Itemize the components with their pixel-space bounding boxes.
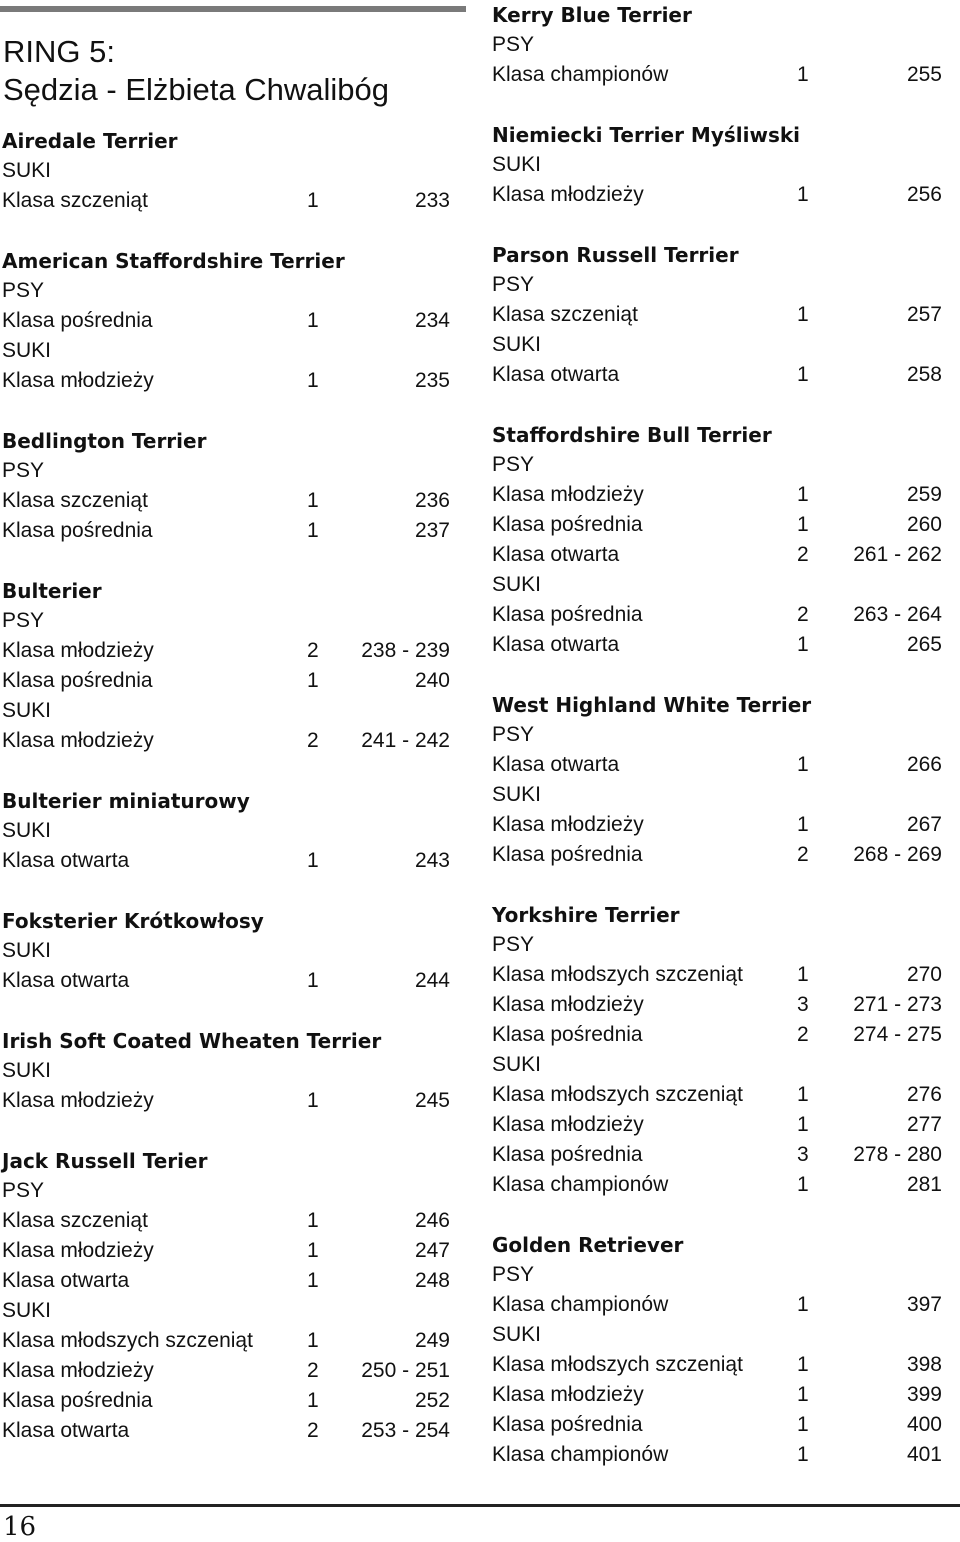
class-entry-row: [0, 366, 466, 396]
class-name: Klasa otwarta: [2, 1269, 130, 1292]
class-entry-row: [492, 1020, 950, 1050]
class-entry-row: [0, 486, 466, 516]
entry-count: 1: [797, 63, 809, 86]
class-entry-row: [492, 300, 950, 330]
entry-count: 1: [307, 309, 319, 332]
breed-section: [0, 786, 466, 876]
sex-label: PSY: [2, 609, 45, 632]
class-name: Klasa szczeniąt: [2, 1209, 148, 1232]
ring-header: [3, 33, 466, 109]
class-entry-row: [492, 1140, 950, 1170]
entry-count: 1: [797, 1443, 809, 1466]
footer-rule: [0, 1504, 960, 1507]
catalog-numbers: 399: [906, 1383, 942, 1406]
class-entry-row: [492, 630, 950, 660]
entry-count: 1: [307, 1329, 319, 1352]
breed-name: Bedlington Terrier: [2, 429, 207, 453]
entry-count: 1: [307, 189, 319, 212]
entry-count: 1: [797, 1113, 809, 1136]
breed-section: [492, 240, 950, 390]
class-name: Klasa młodszych szczeniąt: [492, 1353, 743, 1376]
class-entry-row: [492, 540, 950, 570]
class-entry-row: [492, 1410, 950, 1440]
class-name: Klasa otwarta: [492, 633, 620, 656]
class-name: Klasa pośrednia: [2, 519, 153, 542]
breed-section: [0, 1026, 466, 1116]
catalog-numbers: 235: [414, 369, 450, 392]
catalog-numbers: 234: [414, 309, 450, 332]
class-name: Klasa młodzieży: [492, 183, 644, 206]
catalog-numbers: 274 - 275: [853, 1023, 942, 1046]
sex-label: SUKI: [2, 939, 52, 962]
class-name: Klasa młodszych szczeniąt: [2, 1329, 253, 1352]
entry-count: 1: [307, 1239, 319, 1262]
class-name: Klasa młodzieży: [2, 639, 154, 662]
breed-name: Yorkshire Terrier: [492, 903, 680, 927]
entry-count: 1: [797, 513, 809, 536]
class-name: Klasa championów: [492, 1443, 669, 1466]
catalog-numbers: 265: [906, 633, 942, 656]
sex-label: PSY: [2, 459, 45, 482]
class-entry-row: [492, 480, 950, 510]
class-name: Klasa pośrednia: [492, 513, 643, 536]
class-entry-row: [492, 1290, 950, 1320]
left-column: [0, 0, 466, 1476]
class-entry-row: [492, 510, 950, 540]
class-entry-row: [492, 1080, 950, 1110]
class-name: Klasa pośrednia: [2, 309, 153, 332]
class-entry-row: [492, 810, 950, 840]
catalog-numbers: 278 - 280: [853, 1143, 942, 1166]
catalog-numbers: 236: [414, 489, 450, 512]
entry-count: 1: [797, 963, 809, 986]
entry-count: 1: [307, 1389, 319, 1412]
entry-count: 1: [797, 1353, 809, 1376]
entry-count: 1: [307, 1269, 319, 1292]
class-entry-row: [492, 990, 950, 1020]
breed-name: Parson Russell Terrier: [492, 243, 739, 267]
class-entry-row: [492, 1380, 950, 1410]
class-name: Klasa szczeniąt: [2, 189, 148, 212]
sex-label: SUKI: [492, 333, 542, 356]
class-entry-row: [492, 600, 950, 630]
class-name: Klasa otwarta: [492, 363, 620, 386]
entry-count: 1: [797, 303, 809, 326]
breed-section: [492, 0, 950, 90]
sex-label: SUKI: [2, 819, 52, 842]
entry-count: 1: [307, 669, 319, 692]
class-name: Klasa pośrednia: [2, 669, 153, 692]
sex-label: SUKI: [2, 1299, 52, 1322]
catalog-numbers: 258: [906, 363, 942, 386]
ring-title: RING 5:: [3, 34, 115, 69]
entry-count: 1: [797, 1383, 809, 1406]
catalog-numbers: 249: [414, 1329, 450, 1352]
class-name: Klasa pośrednia: [492, 843, 643, 866]
sex-label: SUKI: [2, 159, 52, 182]
breed-name: Staffordshire Bull Terrier: [492, 423, 772, 447]
class-entry-row: [0, 966, 466, 996]
class-entry-row: [0, 1356, 466, 1386]
entry-count: 1: [797, 633, 809, 656]
class-name: Klasa pośrednia: [492, 1413, 643, 1436]
class-entry-row: [492, 180, 950, 210]
class-name: Klasa młodzieży: [492, 483, 644, 506]
sex-label: PSY: [492, 273, 535, 296]
class-name: Klasa młodzieży: [2, 1089, 154, 1112]
entry-count: 3: [797, 993, 809, 1016]
catalog-numbers: 398: [906, 1353, 942, 1376]
class-entry-row: [492, 1170, 950, 1200]
entry-count: 1: [307, 849, 319, 872]
class-name: Klasa młodzieży: [2, 729, 154, 752]
breed-name: Niemiecki Terrier Myśliwski: [492, 123, 801, 147]
catalog-numbers: 263 - 264: [853, 603, 942, 626]
class-entry-row: [0, 636, 466, 666]
class-name: Klasa szczeniąt: [492, 303, 638, 326]
catalog-numbers: 245: [414, 1089, 450, 1112]
catalog-numbers: 270: [906, 963, 942, 986]
class-entry-row: [0, 306, 466, 336]
top-rule: [0, 6, 466, 12]
catalog-numbers: 244: [414, 969, 450, 992]
class-entry-row: [0, 1266, 466, 1296]
entry-count: 1: [307, 489, 319, 512]
class-name: Klasa młodszych szczeniąt: [492, 1083, 743, 1106]
catalog-numbers: 237: [414, 519, 450, 542]
sex-label: SUKI: [2, 699, 52, 722]
entry-count: 1: [797, 1173, 809, 1196]
catalog-numbers: 247: [414, 1239, 450, 1262]
catalog-numbers: 250 - 251: [361, 1359, 450, 1382]
sex-label: PSY: [492, 1263, 535, 1286]
class-name: Klasa młodzieży: [2, 1359, 154, 1382]
class-entry-row: [0, 846, 466, 876]
page-number: 16: [3, 1512, 37, 1542]
class-entry-row: [0, 666, 466, 696]
class-entry-row: [0, 1326, 466, 1356]
sex-label: SUKI: [492, 153, 542, 176]
class-name: Klasa pośrednia: [2, 1389, 153, 1412]
entry-count: 1: [307, 1089, 319, 1112]
breed-name: Bulterier miniaturowy: [2, 789, 250, 813]
sex-label: SUKI: [2, 339, 52, 362]
breed-name: Jack Russell Terier: [2, 1149, 208, 1173]
sex-label: PSY: [492, 33, 535, 56]
class-name: Klasa pośrednia: [492, 1023, 643, 1046]
class-name: Klasa młodzieży: [2, 369, 154, 392]
class-entry-row: [0, 1206, 466, 1236]
class-entry-row: [492, 360, 950, 390]
class-entry-row: [0, 1086, 466, 1116]
entry-count: 1: [797, 753, 809, 776]
entry-count: 2: [797, 543, 809, 566]
breed-section: [492, 900, 950, 1200]
breed-section: [492, 120, 950, 210]
catalog-numbers: 268 - 269: [853, 843, 942, 866]
sex-label: PSY: [492, 723, 535, 746]
breed-section: [0, 906, 466, 996]
breed-section: [0, 126, 466, 216]
class-name: Klasa pośrednia: [492, 1143, 643, 1166]
catalog-numbers: 277: [906, 1113, 942, 1136]
left-breed-list: [0, 126, 466, 1446]
sex-label: PSY: [492, 933, 535, 956]
class-name: Klasa młodszych szczeniąt: [492, 963, 743, 986]
catalog-numbers: 240: [414, 669, 450, 692]
class-entry-row: [0, 726, 466, 756]
sex-label: SUKI: [492, 1323, 542, 1346]
sex-label: SUKI: [492, 1053, 542, 1076]
catalog-numbers: 397: [906, 1293, 942, 1316]
catalog-numbers: 238 - 239: [361, 639, 450, 662]
entry-count: 2: [797, 1023, 809, 1046]
class-name: Klasa młodzieży: [492, 813, 644, 836]
class-entry-row: [492, 60, 950, 90]
class-entry-row: [492, 1440, 950, 1470]
catalog-numbers: 256: [906, 183, 942, 206]
class-entry-row: [0, 1416, 466, 1446]
sex-label: PSY: [2, 1179, 45, 1202]
sex-label: SUKI: [492, 573, 542, 596]
class-name: Klasa pośrednia: [492, 603, 643, 626]
sex-label: SUKI: [2, 1059, 52, 1082]
class-name: Klasa otwarta: [2, 849, 130, 872]
entry-count: 1: [797, 363, 809, 386]
class-name: Klasa szczeniąt: [2, 489, 148, 512]
class-name: Klasa młodzieży: [492, 1383, 644, 1406]
breed-section: [492, 690, 950, 870]
breed-section: [0, 246, 466, 396]
catalog-numbers: 255: [906, 63, 942, 86]
breed-name: Kerry Blue Terrier: [492, 3, 692, 27]
entry-count: 1: [307, 519, 319, 542]
breed-section: [492, 420, 950, 660]
catalog-numbers: 276: [906, 1083, 942, 1106]
breed-section: [492, 1230, 950, 1470]
sex-label: PSY: [492, 453, 535, 476]
catalog-numbers: 248: [414, 1269, 450, 1292]
entry-count: 1: [797, 1083, 809, 1106]
catalog-numbers: 252: [414, 1389, 450, 1412]
class-name: Klasa otwarta: [2, 1419, 130, 1442]
class-entry-row: [0, 1386, 466, 1416]
catalog-numbers: 257: [906, 303, 942, 326]
right-breed-list: [492, 0, 950, 1470]
entry-count: 1: [797, 813, 809, 836]
class-name: Klasa młodzieży: [2, 1239, 154, 1262]
breed-section: [0, 1146, 466, 1446]
entry-count: 2: [307, 1419, 319, 1442]
catalog-numbers: 267: [906, 813, 942, 836]
breed-name: Bulterier: [2, 579, 102, 603]
entry-count: 2: [307, 729, 319, 752]
breed-name: Golden Retriever: [492, 1233, 684, 1257]
catalog-numbers: 260: [906, 513, 942, 536]
catalog-numbers: 266: [906, 753, 942, 776]
entry-count: 1: [797, 183, 809, 206]
breed-name: Foksterier Krótkowłosy: [2, 909, 264, 933]
class-entry-row: [0, 516, 466, 546]
sex-label: SUKI: [492, 783, 542, 806]
entry-count: 2: [797, 603, 809, 626]
class-name: Klasa championów: [492, 63, 669, 86]
catalog-numbers: 243: [414, 849, 450, 872]
entry-count: 1: [797, 1413, 809, 1436]
class-entry-row: [492, 750, 950, 780]
entry-count: 1: [797, 483, 809, 506]
catalog-numbers: 259: [906, 483, 942, 506]
sex-label: PSY: [2, 279, 45, 302]
class-name: Klasa otwarta: [2, 969, 130, 992]
entry-count: 1: [307, 969, 319, 992]
entry-count: 1: [307, 369, 319, 392]
class-entry-row: [0, 1236, 466, 1266]
catalog-numbers: 281: [906, 1173, 942, 1196]
entry-count: 2: [307, 639, 319, 662]
breed-name: American Staffordshire Terrier: [2, 249, 345, 273]
catalog-numbers: 400: [906, 1413, 942, 1436]
class-entry-row: [492, 840, 950, 870]
catalog-numbers: 246: [414, 1209, 450, 1232]
catalog-numbers: 253 - 254: [361, 1419, 450, 1442]
breed-name: West Highland White Terrier: [492, 693, 812, 717]
class-entry-row: [492, 1110, 950, 1140]
class-entry-row: [0, 186, 466, 216]
class-name: Klasa młodzieży: [492, 993, 644, 1016]
breed-name: Irish Soft Coated Wheaten Terrier: [2, 1029, 382, 1053]
entry-count: 1: [797, 1293, 809, 1316]
catalog-numbers: 401: [906, 1443, 942, 1466]
entry-count: 2: [797, 843, 809, 866]
catalog-numbers: 241 - 242: [361, 729, 450, 752]
judge-name: Sędzia - Elżbieta Chwalibóg: [3, 72, 389, 107]
breed-section: [0, 576, 466, 756]
class-entry-row: [492, 960, 950, 990]
class-name: Klasa championów: [492, 1173, 669, 1196]
class-name: Klasa otwarta: [492, 753, 620, 776]
class-entry-row: [492, 1350, 950, 1380]
right-column: [492, 0, 950, 1500]
breed-section: [0, 426, 466, 546]
entry-count: 2: [307, 1359, 319, 1382]
breed-name: Airedale Terrier: [2, 129, 178, 153]
catalog-numbers: 233: [414, 189, 450, 212]
class-name: Klasa młodzieży: [492, 1113, 644, 1136]
catalog-numbers: 271 - 273: [853, 993, 942, 1016]
entry-count: 1: [307, 1209, 319, 1232]
entry-count: 3: [797, 1143, 809, 1166]
class-name: Klasa otwarta: [492, 543, 620, 566]
catalog-numbers: 261 - 262: [853, 543, 942, 566]
class-name: Klasa championów: [492, 1293, 669, 1316]
